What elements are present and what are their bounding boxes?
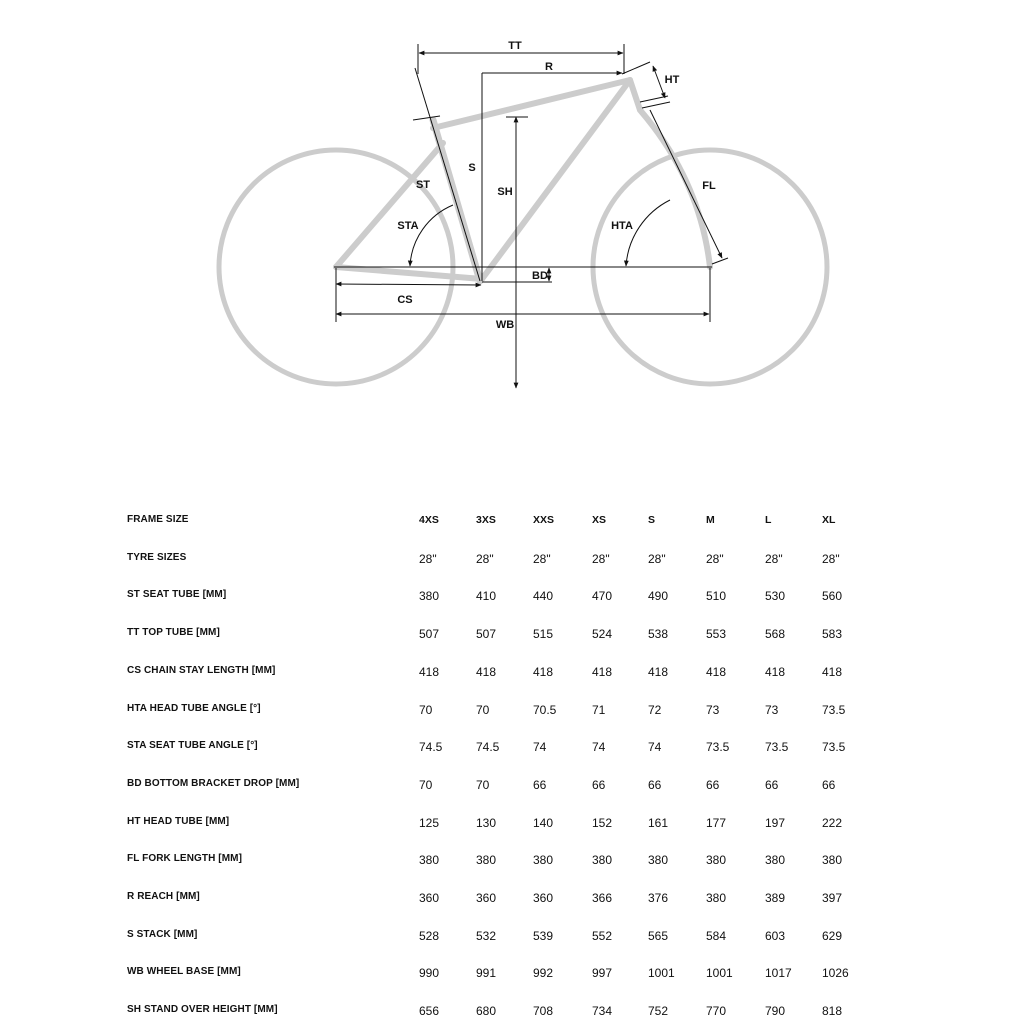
table-cell: 790 bbox=[765, 1004, 786, 1019]
table-cell: 532 bbox=[476, 928, 497, 943]
table-cell: 177 bbox=[706, 815, 727, 830]
row-label: S STACK [MM] bbox=[127, 928, 198, 940]
table-cell: 28" bbox=[822, 551, 840, 566]
table-cell: 418 bbox=[533, 664, 554, 679]
table-cell: 28" bbox=[533, 551, 551, 566]
table-cell: 1026 bbox=[822, 966, 849, 981]
table-cell: 74 bbox=[592, 740, 606, 755]
table-cell: 73.5 bbox=[765, 740, 789, 755]
table-cell: 380 bbox=[706, 891, 727, 905]
table-cell: 161 bbox=[648, 815, 669, 830]
table-row bbox=[0, 768, 1024, 804]
table-cell: 197 bbox=[765, 815, 786, 830]
row-label: TYRE SIZES bbox=[127, 551, 187, 563]
table-cell: 1001 bbox=[648, 966, 675, 981]
table-cell: 770 bbox=[706, 1004, 727, 1019]
table-cell: 389 bbox=[765, 891, 786, 905]
row-label: SH STAND OVER HEIGHT [MM] bbox=[127, 1004, 278, 1016]
table-cell: 28" bbox=[419, 551, 437, 566]
table-row bbox=[0, 881, 1024, 917]
table-cell: 553 bbox=[706, 627, 727, 642]
table-cell: 734 bbox=[592, 1004, 613, 1019]
label-bd: BD bbox=[532, 270, 548, 282]
table-cell: 708 bbox=[533, 1004, 554, 1019]
table-cell: 440 bbox=[533, 589, 554, 604]
table-cell: 125 bbox=[419, 815, 440, 830]
table-cell: 380 bbox=[648, 853, 669, 868]
table-row bbox=[0, 693, 1024, 729]
chainstay-dimension bbox=[336, 284, 481, 285]
table-cell: 66 bbox=[765, 777, 779, 792]
label-cs: CS bbox=[397, 294, 413, 306]
table-cell: 583 bbox=[822, 627, 843, 642]
table-cell: 73.5 bbox=[706, 740, 730, 755]
row-label: FL FORK LENGTH [MM] bbox=[127, 853, 243, 865]
table-cell: 360 bbox=[419, 891, 440, 905]
table-cell: 380 bbox=[419, 589, 440, 604]
table-cell: 360 bbox=[533, 891, 554, 905]
table-cell: 418 bbox=[648, 664, 669, 679]
table-cell: 418 bbox=[765, 664, 786, 679]
table-cell: 360 bbox=[476, 891, 497, 905]
head-angle-arc bbox=[626, 200, 670, 266]
table-cell: 470 bbox=[592, 589, 613, 604]
label-hta: HTA bbox=[611, 220, 633, 232]
size-column-header: XS bbox=[592, 514, 607, 526]
table-cell: 507 bbox=[476, 627, 497, 642]
table-cell: 71 bbox=[592, 702, 606, 717]
label-st: ST bbox=[415, 179, 431, 191]
table-cell: 380 bbox=[592, 853, 613, 868]
table-cell: 70 bbox=[476, 777, 490, 792]
head-tube-dimension bbox=[653, 66, 665, 98]
table-row bbox=[0, 655, 1024, 691]
table-cell: 565 bbox=[648, 928, 669, 943]
table-cell: 991 bbox=[476, 966, 497, 981]
table-cell: 380 bbox=[706, 853, 727, 868]
table-cell: 418 bbox=[592, 664, 613, 679]
ht-base-a bbox=[640, 96, 668, 102]
table-cell: 507 bbox=[419, 627, 440, 642]
label-wb: WB bbox=[495, 319, 515, 331]
fl-tick bbox=[712, 258, 728, 264]
seat-tube-line bbox=[415, 68, 480, 281]
table-cell: 380 bbox=[765, 853, 786, 868]
label-tt: TT bbox=[508, 40, 522, 52]
size-column-header: XXS bbox=[533, 514, 555, 526]
label-r: R bbox=[545, 61, 553, 73]
table-cell: 568 bbox=[765, 627, 786, 642]
table-cell: 152 bbox=[592, 815, 613, 830]
label-sh: SH bbox=[497, 186, 513, 198]
table-cell: 380 bbox=[419, 853, 440, 868]
size-column-header: S bbox=[648, 514, 656, 526]
table-cell: 380 bbox=[822, 853, 843, 868]
table-cell: 552 bbox=[592, 928, 613, 943]
table-cell: 410 bbox=[476, 589, 497, 604]
table-cell: 418 bbox=[476, 664, 497, 679]
table-cell: 418 bbox=[706, 664, 727, 679]
table-cell: 656 bbox=[419, 1004, 440, 1019]
table-cell: 539 bbox=[533, 928, 554, 943]
row-label: WB WHEEL BASE [MM] bbox=[127, 966, 241, 978]
chain-stay bbox=[336, 267, 482, 279]
size-column-header: 3XS bbox=[476, 514, 496, 526]
frame-size-label: FRAME SIZE bbox=[127, 514, 189, 525]
table-cell: 560 bbox=[822, 589, 843, 604]
table-cell: 28" bbox=[706, 551, 724, 566]
table-cell: 74.5 bbox=[476, 740, 500, 755]
table-cell: 680 bbox=[476, 1004, 497, 1019]
table-cell: 73 bbox=[706, 702, 720, 717]
table-cell: 418 bbox=[419, 664, 440, 679]
table-cell: 74 bbox=[533, 740, 547, 755]
table-cell: 66 bbox=[592, 777, 606, 792]
table-cell: 530 bbox=[765, 589, 786, 604]
row-label: CS CHAIN STAY LENGTH [MM] bbox=[127, 664, 276, 676]
row-label: R REACH [MM] bbox=[127, 891, 200, 902]
row-label: HT HEAD TUBE [MM] bbox=[127, 815, 230, 827]
table-cell: 140 bbox=[533, 815, 554, 830]
size-column-header: L bbox=[765, 514, 772, 526]
table-cell: 72 bbox=[648, 702, 662, 717]
table-cell: 380 bbox=[476, 853, 497, 868]
table-row bbox=[0, 956, 1024, 992]
table-cell: 66 bbox=[533, 777, 547, 792]
row-label: STA SEAT TUBE ANGLE [°] bbox=[127, 740, 258, 752]
table-cell: 70 bbox=[419, 777, 433, 792]
table-cell: 74.5 bbox=[419, 740, 443, 755]
row-label: BD BOTTOM BRACKET DROP [MM] bbox=[127, 777, 300, 789]
table-cell: 752 bbox=[648, 1004, 669, 1019]
table-cell: 524 bbox=[592, 627, 613, 642]
ht-tick bbox=[622, 62, 650, 74]
table-cell: 629 bbox=[822, 928, 843, 943]
table-cell: 510 bbox=[706, 589, 727, 604]
size-column-header: 4XS bbox=[419, 514, 439, 526]
fork bbox=[640, 110, 710, 267]
size-column-header: M bbox=[706, 514, 715, 526]
head-tube bbox=[630, 80, 640, 110]
table-cell: 515 bbox=[533, 627, 554, 642]
table-cell: 73.5 bbox=[822, 740, 846, 755]
table-cell: 73.5 bbox=[822, 702, 846, 717]
table-cell: 130 bbox=[476, 815, 497, 830]
table-row bbox=[0, 579, 1024, 615]
label-s: S bbox=[468, 162, 476, 174]
table-cell: 28" bbox=[476, 551, 494, 566]
table-cell: 66 bbox=[706, 777, 720, 792]
table-row bbox=[0, 806, 1024, 842]
table-cell: 28" bbox=[592, 551, 610, 566]
table-cell: 538 bbox=[648, 627, 669, 642]
table-cell: 70 bbox=[476, 702, 490, 717]
table-cell: 28" bbox=[648, 551, 666, 566]
frame bbox=[336, 80, 710, 279]
table-row bbox=[0, 843, 1024, 879]
row-label: HTA HEAD TUBE ANGLE [°] bbox=[127, 702, 261, 714]
label-sta: STA bbox=[397, 220, 419, 232]
table-cell: 74 bbox=[648, 740, 662, 755]
table-cell: 992 bbox=[533, 966, 554, 981]
table-cell: 73 bbox=[765, 702, 779, 717]
row-label: ST SEAT TUBE [MM] bbox=[127, 589, 227, 601]
table-row bbox=[0, 617, 1024, 653]
table-cell: 70.5 bbox=[533, 702, 557, 717]
table-row bbox=[0, 730, 1024, 766]
table-row bbox=[0, 994, 1024, 1030]
table-row bbox=[0, 919, 1024, 955]
table-cell: 490 bbox=[648, 589, 669, 604]
label-fl: FL bbox=[702, 180, 716, 192]
label-ht: HT bbox=[664, 74, 680, 86]
table-cell: 418 bbox=[822, 664, 843, 679]
table-cell: 66 bbox=[648, 777, 662, 792]
table-cell: 603 bbox=[765, 928, 786, 943]
table-header-row bbox=[0, 504, 1024, 540]
bike-geometry-diagram bbox=[0, 0, 1024, 450]
table-cell: 222 bbox=[822, 815, 843, 830]
ht-base-b bbox=[642, 102, 670, 108]
table-cell: 1017 bbox=[765, 966, 792, 981]
table-cell: 997 bbox=[592, 966, 613, 981]
table-cell: 66 bbox=[822, 777, 836, 792]
table-cell: 366 bbox=[592, 891, 613, 905]
size-column-header: XL bbox=[822, 514, 836, 526]
table-cell: 584 bbox=[706, 928, 727, 943]
table-cell: 1001 bbox=[706, 966, 733, 981]
table-cell: 28" bbox=[765, 551, 783, 566]
table-cell: 528 bbox=[419, 928, 440, 943]
table-cell: 990 bbox=[419, 966, 440, 981]
table-cell: 376 bbox=[648, 891, 669, 905]
table-cell: 397 bbox=[822, 891, 843, 905]
row-label: TT TOP TUBE [MM] bbox=[127, 627, 220, 639]
table-row bbox=[0, 542, 1024, 578]
table-cell: 380 bbox=[533, 853, 554, 868]
table-cell: 818 bbox=[822, 1004, 843, 1019]
table-cell: 70 bbox=[419, 702, 433, 717]
